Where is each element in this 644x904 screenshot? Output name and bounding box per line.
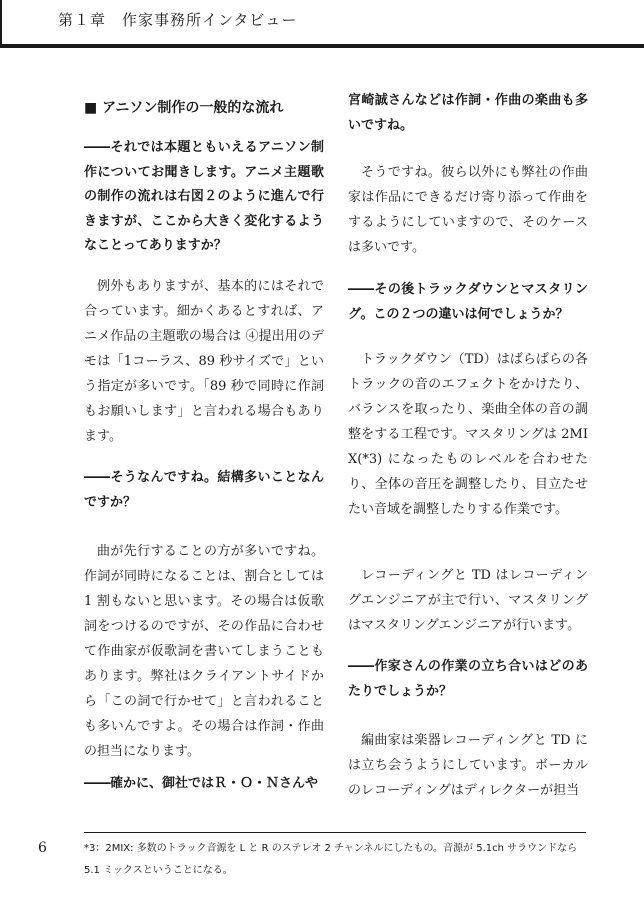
question-3: ――確かに、御社ではＲ・Ｏ・Ｎさんや <box>84 776 319 791</box>
chapter-title: 第１章 作家事務所インタビュー <box>58 11 298 29</box>
answer-3: そうですね。彼ら以外にも弊社の作曲家は作品にできるだけ寄り添って作曲をするようにしていますので、そのケースは多いです。 <box>348 165 588 255</box>
question-2: ――そうなんですね。結構多いことなんですか？ <box>84 470 324 510</box>
footnote-rule <box>84 832 586 833</box>
footnote: *3：2MIX: 多数のトラック音源を L と R のステレオ 2 チャンネルにしたもの。音源が 5.1ch サラウンドなら 5.1 ミックスということになる。 <box>84 843 578 876</box>
question-1: ――それでは本題ともいえるアニソン制作についてお聞きします。アニメ主題歌の制作の流れは右図２のように進んで行きますが、ここから大きく変化するようなことってありますか？ <box>84 140 324 253</box>
answer-5: 編曲家は楽器レコーディングと TD には立ち会うようにしています。ボーカルのレコーディングはディレクターが担当 <box>348 733 588 798</box>
section-title: ■ アニソン制作の一般的な流れ <box>84 100 284 116</box>
question-5: ――作家さんの作業の立ち合いはどのあたりでしょうか？ <box>348 659 588 699</box>
header-left-rule <box>0 0 2 44</box>
page-number: 6 <box>38 840 47 856</box>
question-3-continued: 宮崎誠さんなどは作詞・作曲の楽曲も多いですね。 <box>348 93 588 133</box>
question-4: ――その後トラックダウンとマスタリング。この２つの違いは何でしょうか？ <box>348 282 588 322</box>
answer-2: 曲が先行することの方が多いですね。作詞が同時になることは、割合としては 1 割もないと思います。その場合は仮歌詞をつけるのですが、その作品に合わせて作曲家が仮歌詞を書いてしまうこともあります。弊社はクライアントサイドから「この詞で行かせて」と言われることも多いんですよ。その場合は作詞・作曲の担当になります。 <box>84 544 324 759</box>
running-header <box>0 0 644 48</box>
answer-1: 例外もありますが、基本的にはそれで合っています。細かくあるとすれば、アニメ作品の主題歌の場合は ④提出用のデモは「1コーラス、89 秒サイズで」という指定が多いです。「89 秒で同時に作詞もお願いします」と言われる場合もあります。 <box>84 279 324 444</box>
answer-4: トラックダウン（TD）はばらばらの各トラックの音のエフェクトをかけたり、バランスを取ったり、楽曲全体の音の調整をする工程です。マスタリングは 2MIX(*3) になったものレベルを合わせたり、全体の音圧を調整したり、目立たせたい音域を調整したりする作業です。 <box>348 352 588 517</box>
answer-4-continued: レコーディングと TD はレコーディングエンジニアが主で行い、マスタリングはマスタリングエンジニアが行います。 <box>348 568 588 633</box>
